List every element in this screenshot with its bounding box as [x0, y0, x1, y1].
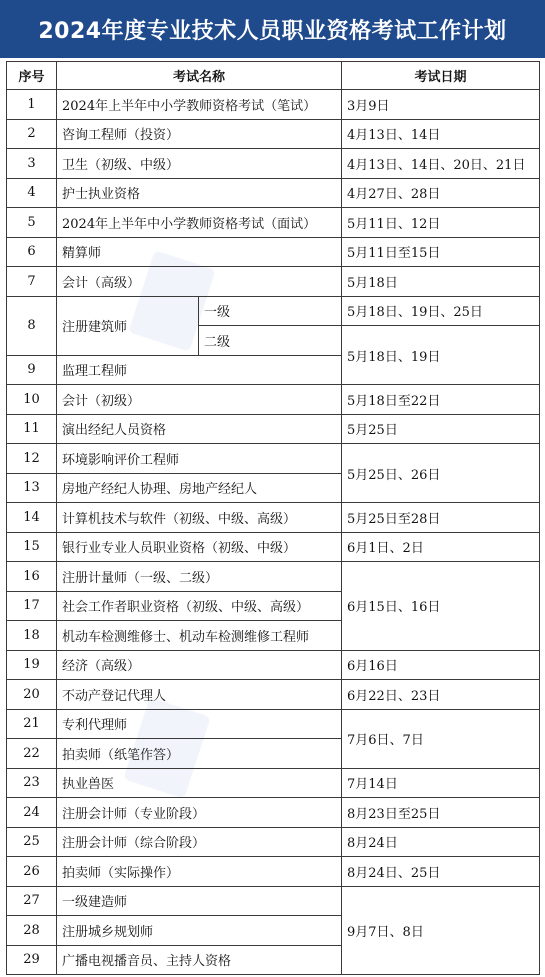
- table-row: [7, 680, 540, 710]
- table-row: [7, 798, 540, 828]
- exam-name: 护士执业资格: [57, 178, 342, 208]
- title-banner: [0, 0, 545, 58]
- exam-name: 机动车检测维修士、机动车检测维修工程师: [57, 621, 342, 651]
- page-title: 2024年度专业技术人员职业资格考试工作计划: [38, 18, 507, 44]
- exam-date: 4月13日、14日: [342, 119, 540, 149]
- exam-date: 5月18日: [342, 267, 540, 297]
- exam-date: 4月13日、14日、20日、21日: [342, 149, 540, 179]
- row-no: 11: [7, 414, 57, 444]
- row-no: 18: [7, 621, 57, 651]
- row-no: 28: [7, 916, 57, 946]
- table-row: [7, 532, 540, 562]
- row-no: 12: [7, 444, 57, 474]
- exam-name: 注册计量师（一级、二级）: [57, 562, 342, 592]
- exam-name: 精算师: [57, 237, 342, 267]
- exam-name: 注册会计师（专业阶段）: [57, 798, 342, 828]
- table-row: [7, 709, 540, 739]
- exam-name: 执业兽医: [57, 768, 342, 798]
- row-no: 16: [7, 562, 57, 592]
- exam-date: 5月18日、19日: [342, 326, 540, 385]
- header-date: 考试日期: [342, 62, 540, 90]
- row-no: 13: [7, 473, 57, 503]
- row-no: 10: [7, 385, 57, 415]
- exam-date: 6月22日、23日: [342, 680, 540, 710]
- exam-name: 环境影响评价工程师: [57, 444, 342, 474]
- row-no: 24: [7, 798, 57, 828]
- exam-date: 7月14日: [342, 768, 540, 798]
- exam-date: 6月1日、2日: [342, 532, 540, 562]
- exam-name: 计算机技术与软件（初级、中级、高级）: [57, 503, 342, 533]
- row-no: 17: [7, 591, 57, 621]
- exam-date: 3月9日: [342, 90, 540, 120]
- exam-date: 6月15日、16日: [342, 562, 540, 651]
- table-row: [7, 503, 540, 533]
- exam-name: 监理工程师: [57, 355, 342, 385]
- exam-date: 5月25日至28日: [342, 503, 540, 533]
- exam-name: 广播电视播音员、主持人资格: [57, 945, 342, 975]
- row-no: 26: [7, 857, 57, 887]
- table-row: [7, 178, 540, 208]
- table-row: [7, 90, 540, 120]
- table-row: [7, 149, 540, 179]
- exam-name: 拍卖师（纸笔作答）: [57, 739, 342, 769]
- exam-name: 社会工作者职业资格（初级、中级、高级）: [57, 591, 342, 621]
- table-row: [7, 208, 540, 238]
- row-no: 8: [7, 296, 57, 355]
- exam-name: 经济（高级）: [57, 650, 342, 680]
- exam-name: 演出经纪人员资格: [57, 414, 342, 444]
- row-no: 21: [7, 709, 57, 739]
- exam-date: 5月11日至15日: [342, 237, 540, 267]
- table-row: [7, 650, 540, 680]
- exam-name: 一级建造师: [57, 886, 342, 916]
- exam-date: 5月18日、19日、25日: [342, 296, 540, 326]
- row-no: 4: [7, 178, 57, 208]
- exam-date: 6月16日: [342, 650, 540, 680]
- table-row: [7, 768, 540, 798]
- exam-name: 2024年上半年中小学教师资格考试（笔试）: [57, 90, 342, 120]
- exam-name: 拍卖师（实际操作）: [57, 857, 342, 887]
- exam-name: 银行业专业人员职业资格（初级、中级）: [57, 532, 342, 562]
- row-no: 3: [7, 149, 57, 179]
- exam-name: 卫生（初级、中级）: [57, 149, 342, 179]
- row-no: 25: [7, 827, 57, 857]
- row-no: 15: [7, 532, 57, 562]
- exam-name: 不动产登记代理人: [57, 680, 342, 710]
- header-name: 考试名称: [57, 62, 342, 90]
- exam-date: 5月25日、26日: [342, 444, 540, 503]
- table-row: [7, 562, 540, 592]
- exam-schedule-table: [6, 61, 540, 975]
- table-row: [7, 857, 540, 887]
- row-no: 23: [7, 768, 57, 798]
- table-row: [7, 267, 540, 297]
- exam-date: 8月24日: [342, 827, 540, 857]
- exam-date: 5月11日、12日: [342, 208, 540, 238]
- header-no: 序号: [7, 62, 57, 90]
- exam-name: 专利代理师: [57, 709, 342, 739]
- exam-date: 7月6日、7日: [342, 709, 540, 768]
- exam-date: 8月23日至25日: [342, 798, 540, 828]
- row-no: 5: [7, 208, 57, 238]
- row-no: 14: [7, 503, 57, 533]
- exam-date: 5月25日: [342, 414, 540, 444]
- exam-name: 注册建筑师: [57, 296, 199, 355]
- table-row: [7, 414, 540, 444]
- row-no: 6: [7, 237, 57, 267]
- row-no: 29: [7, 945, 57, 975]
- exam-level: 二级: [199, 326, 342, 356]
- row-no: 2: [7, 119, 57, 149]
- exam-date: 5月18日至22日: [342, 385, 540, 415]
- exam-name: 会计（初级）: [57, 385, 342, 415]
- table-row: [7, 237, 540, 267]
- table-header-row: [7, 62, 540, 90]
- exam-date: 4月27日、28日: [342, 178, 540, 208]
- table-row: [7, 886, 540, 916]
- table-row: [7, 296, 540, 326]
- exam-name: 咨询工程师（投资）: [57, 119, 342, 149]
- row-no: 1: [7, 90, 57, 120]
- table-row: [7, 385, 540, 415]
- exam-date: 9月7日、8日: [342, 886, 540, 975]
- row-no: 7: [7, 267, 57, 297]
- row-no: 22: [7, 739, 57, 769]
- exam-date: 8月24日、25日: [342, 857, 540, 887]
- table-row: [7, 444, 540, 474]
- row-no: 9: [7, 355, 57, 385]
- exam-name: 注册城乡规划师: [57, 916, 342, 946]
- exam-name: 房地产经纪人协理、房地产经纪人: [57, 473, 342, 503]
- row-no: 20: [7, 680, 57, 710]
- exam-schedule-table-container: [6, 61, 539, 975]
- table-row: [7, 119, 540, 149]
- exam-name: 2024年上半年中小学教师资格考试（面试）: [57, 208, 342, 238]
- row-no: 19: [7, 650, 57, 680]
- exam-name: 会计（高级）: [57, 267, 342, 297]
- exam-name: 注册会计师（综合阶段）: [57, 827, 342, 857]
- exam-level: 一级: [199, 296, 342, 326]
- table-row: [7, 827, 540, 857]
- row-no: 27: [7, 886, 57, 916]
